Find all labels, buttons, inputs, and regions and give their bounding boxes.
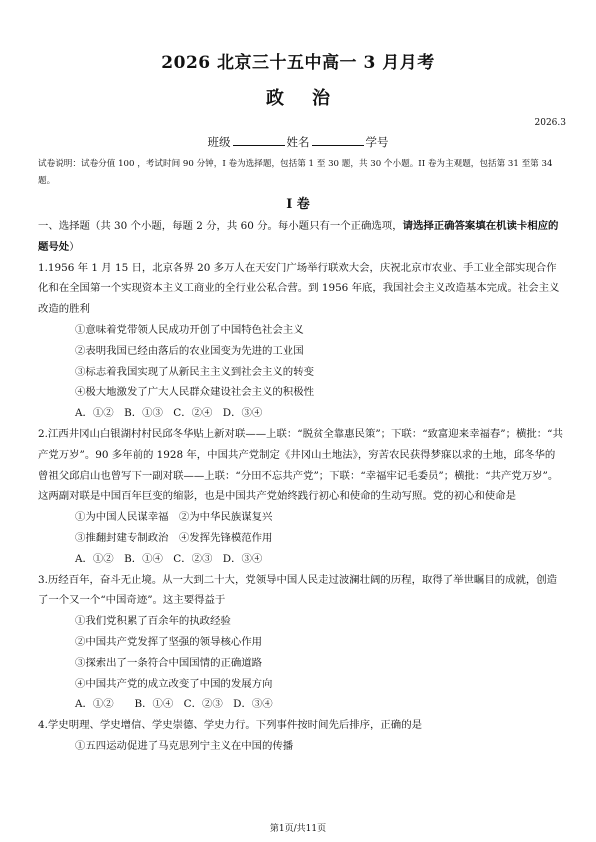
name-blank bbox=[312, 134, 364, 146]
question-4-option: ①五四运动促进了马克思列宁主义在中国的传播 bbox=[75, 739, 294, 752]
exam-instructions: 试卷说明：试卷分值 100 ，考试时间 90 分钟，I 卷为选择题，包括第 1 至 30 题，共 30 个小题。II 卷为主观题，包括第 31 至第 34 题。 bbox=[38, 159, 553, 186]
question-1-stem: 1.1956 年 1 月 15 日，北京各界 20 多万人在天安门广场举行联欢大会，庆祝北京市农业、手工业全部实现合作化和在全国第一个实现资本主义工商业的全行业公私合营。到 1956 年底，我国社会主义改造基本完成。社会主义改造的胜利 bbox=[38, 261, 560, 316]
section-intro: 一、选择题（共 30 个小题，每题 2 分，共 60 分。每小题只有一个正确选项，请选择正确答案填在机读卡相应的题号处） bbox=[38, 220, 559, 253]
question-3-stem: 3.历经百年，奋斗无止境。从一大到二十大，党领导中国人民走过波澜壮阔的历程，取得了举世瞩目的成就，创造了一个又一个“中国奇迹”。这主要得益于 bbox=[38, 573, 558, 607]
section-intro-emphasis: 请选择正确答案填在机读卡相应的题号处 bbox=[38, 220, 559, 253]
question-1-option: ④极大地激发了广大人民群众建设社会主义的积极性 bbox=[75, 386, 314, 399]
id-label: 学号 bbox=[365, 135, 389, 149]
question-2-option: ①为中国人民谋幸福 ②为中华民族谋复兴 bbox=[75, 511, 273, 524]
class-label: 班级 bbox=[207, 135, 231, 149]
question-2-option: ③推翻封建专制政治 ④发挥先锋模范作用 bbox=[75, 531, 273, 544]
question-3-answers: A．①② B．①④ C．②③ D．③④ bbox=[75, 698, 273, 711]
subject-heading: 政治 bbox=[266, 88, 358, 109]
exam-title: 2026 北京三十五中高一 3 月月考 bbox=[161, 53, 435, 73]
question-1-option: ③标志着我国实现了从新民主主义到社会主义的转变 bbox=[75, 365, 314, 378]
class-blank bbox=[233, 134, 285, 146]
question-4-stem: 4.学史明理、学史增信、学史崇德、学史力行。下列事件按时间先后排序，正确的是 bbox=[38, 719, 422, 732]
question-1-option: ①意味着党带领人民成功开创了中国特色社会主义 bbox=[75, 323, 304, 336]
page-footer: 第1页/共11页 bbox=[269, 824, 327, 834]
question-2-stem: 2.江西井冈山白银湖村村民邱冬华贴上新对联——上联：“脱贫全靠惠民策”；下联：“致富迎来幸福春”；横批：“共产党万岁”。90 多年前的 1928 年，中国共产党制定《井冈山土地法》，穷苦农民获得梦寐以求的土地，邱冬华的曾祖父邱启山也曾写下一副对联——上联：“分田不忘共产党”；下联：“幸福牢记毛委员”；横批：“共产党万岁”。这两副对联是中国百年巨变的缩影，也是中国共产党始终践行初心和使命的生动写照。党的初心和使命是 bbox=[38, 427, 563, 503]
question-1-answers: A．①② B．①③ C．②④ D．③④ bbox=[75, 407, 263, 420]
question-1-option: ②表明我国已经由落后的农业国变为先进的工业国 bbox=[75, 344, 304, 357]
question-3-option: ②中国共产党发挥了坚强的领导核心作用 bbox=[75, 635, 263, 648]
question-body bbox=[38, 216, 564, 757]
question-3-option: ①我们党积累了百余年的执政经验 bbox=[75, 615, 231, 628]
question-3-option: ③探索出了一条符合中国国情的正确道路 bbox=[75, 656, 263, 669]
part-heading: I 卷 bbox=[286, 197, 310, 212]
exam-date: 2026.3 bbox=[534, 118, 566, 128]
name-label: 姓名 bbox=[286, 135, 310, 149]
question-3-option: ④中国共产党的成立改变了中国的发展方向 bbox=[75, 677, 273, 690]
student-info-line bbox=[0, 134, 596, 150]
question-2-answers: A．①② B．①④ C．②③ D．③④ bbox=[75, 552, 263, 565]
